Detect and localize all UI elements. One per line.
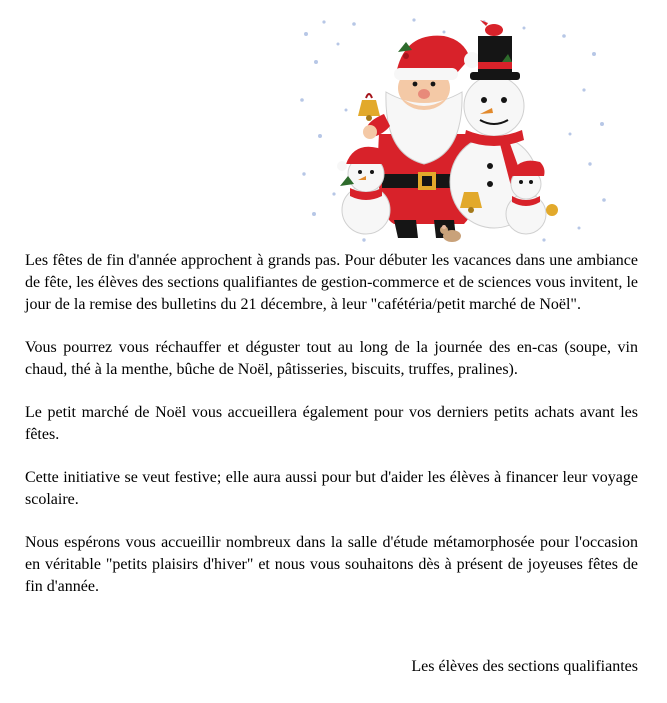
letter-body xyxy=(25,250,638,619)
paragraph-market: Le petit marché de Noël vous accueillera également pour vos derniers petits achats avant les fêtes. xyxy=(25,404,638,443)
paragraph-purpose: Cette initiative se veut festive; elle aura aussi pour but d'aider les élèves à financer leur voyage scolaire. xyxy=(25,469,638,508)
christmas-illustration-santa-snowmen-icon xyxy=(294,14,612,250)
small-snowman-right-figure xyxy=(506,161,558,234)
paragraph-closing: Nous espérons vous accueillir nombreux dans la salle d'étude métamorphosée pour l'occasion en véritable "petits plaisirs d'hiver" et nous vous souhaitons dès à présent de joyeuses fêtes de fin d'année. xyxy=(25,534,638,595)
paragraph-food: Vous pourrez vous réchauffer et déguster tout au long de la journée des en-cas (soupe, vin chaud, thé à la menthe, bûche de Noël, pâtisseries, biscuits, truffes, pralines). xyxy=(25,339,638,378)
signature: Les élèves des sections qualifiantes xyxy=(411,658,638,675)
paragraph-intro: Les fêtes de fin d'année approchent à grands pas. Pour débuter les vacances dans une ambiance de fête, les élèves des sections qualifiantes de gestion-commerce et de sciences vous invitent, le jour de la remise des bulletins du 21 décembre, à leur "cafétéria/petit marché de Noël". xyxy=(25,252,638,313)
